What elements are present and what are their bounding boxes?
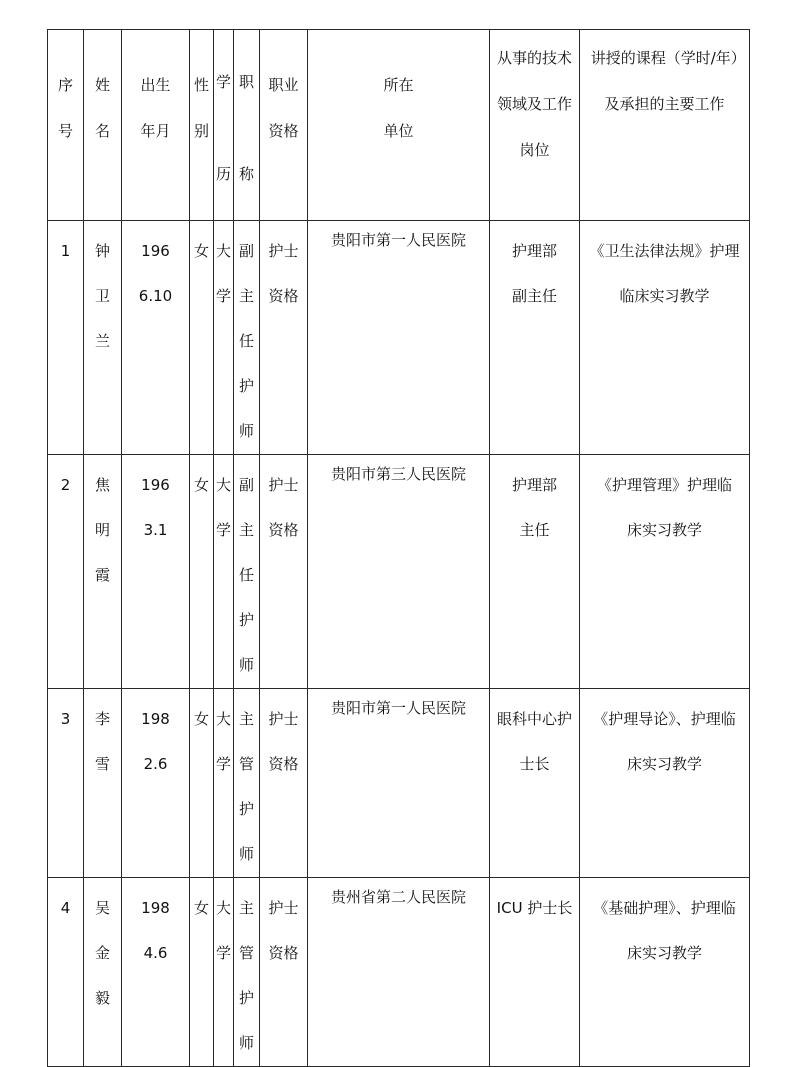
header-education: 学历 bbox=[214, 30, 234, 221]
cell-birth: 1966.10 bbox=[122, 221, 190, 455]
cell-courses: 《卫生法律法规》护理临床实习教学 bbox=[580, 221, 750, 455]
table-row bbox=[48, 689, 750, 878]
cell-unit: 贵阳市第三人民医院 bbox=[308, 455, 490, 689]
cell-birth: 1984.6 bbox=[122, 878, 190, 1067]
cell-courses: 《护理导论》、护理临床实习教学 bbox=[580, 689, 750, 878]
cell-field: 护理部副主任 bbox=[490, 221, 580, 455]
cell-title: 主管护师 bbox=[234, 878, 260, 1067]
header-name: 姓名 bbox=[84, 30, 122, 221]
cell-qualification: 护士资格 bbox=[260, 689, 308, 878]
header-title: 职称 bbox=[234, 30, 260, 221]
cell-name: 李雪 bbox=[84, 689, 122, 878]
table-row bbox=[48, 455, 750, 689]
cell-unit: 贵州省第二人民医院 bbox=[308, 878, 490, 1067]
header-gender: 性别 bbox=[190, 30, 214, 221]
cell-courses: 《护理管理》护理临床实习教学 bbox=[580, 455, 750, 689]
header-unit: 所在单位 bbox=[308, 30, 490, 221]
cell-gender: 女 bbox=[190, 689, 214, 878]
cell-field: 眼科中心护士长 bbox=[490, 689, 580, 878]
cell-title: 副主任护师 bbox=[234, 221, 260, 455]
cell-education: 大学 bbox=[214, 221, 234, 455]
cell-field: 护理部主任 bbox=[490, 455, 580, 689]
table-row bbox=[48, 878, 750, 1067]
header-birth: 出生年月 bbox=[122, 30, 190, 221]
cell-courses: 《基础护理》、护理临床实习教学 bbox=[580, 878, 750, 1067]
cell-unit: 贵阳市第一人民医院 bbox=[308, 221, 490, 455]
header-field: 从事的技术领域及工作岗位 bbox=[490, 30, 580, 221]
cell-qualification: 护士资格 bbox=[260, 455, 308, 689]
cell-seq: 4 bbox=[48, 878, 84, 1067]
cell-birth: 1982.6 bbox=[122, 689, 190, 878]
cell-education: 大学 bbox=[214, 689, 234, 878]
cell-gender: 女 bbox=[190, 221, 214, 455]
cell-title: 副主任护师 bbox=[234, 455, 260, 689]
cell-education: 大学 bbox=[214, 878, 234, 1067]
cell-unit: 贵阳市第一人民医院 bbox=[308, 689, 490, 878]
cell-qualification: 护士资格 bbox=[260, 221, 308, 455]
header-seq: 序号 bbox=[48, 30, 84, 221]
cell-field: ICU 护士长 bbox=[490, 878, 580, 1067]
header-qualification: 职业资格 bbox=[260, 30, 308, 221]
header-courses: 讲授的课程（学时/年）及承担的主要工作 bbox=[580, 30, 750, 221]
cell-gender: 女 bbox=[190, 878, 214, 1067]
cell-seq: 1 bbox=[48, 221, 84, 455]
cell-birth: 1963.1 bbox=[122, 455, 190, 689]
cell-name: 钟卫兰 bbox=[84, 221, 122, 455]
cell-seq: 2 bbox=[48, 455, 84, 689]
table-row bbox=[48, 221, 750, 455]
cell-qualification: 护士资格 bbox=[260, 878, 308, 1067]
cell-gender: 女 bbox=[190, 455, 214, 689]
cell-title: 主管护师 bbox=[234, 689, 260, 878]
staff-table bbox=[47, 29, 750, 1067]
cell-name: 吴金毅 bbox=[84, 878, 122, 1067]
cell-education: 大学 bbox=[214, 455, 234, 689]
table-header-row bbox=[48, 30, 750, 221]
cell-name: 焦明霞 bbox=[84, 455, 122, 689]
cell-seq: 3 bbox=[48, 689, 84, 878]
